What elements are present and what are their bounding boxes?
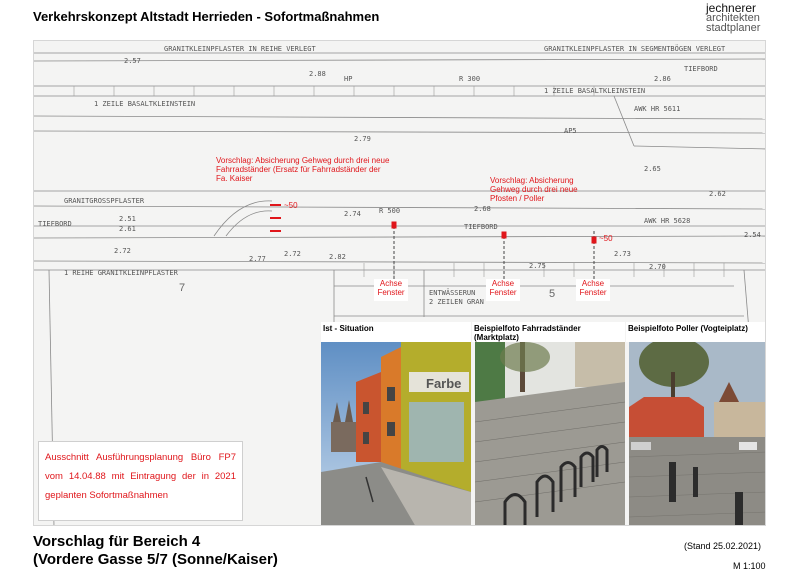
scale-label: M 1:100 <box>733 561 766 571</box>
proposal-bollards-note: Vorschlag: Absicherung Gehweg durch drei neue Pfosten / Poller <box>490 176 578 203</box>
label-granit-reihe: GRANITKLEINPFLASTER IN REIHE VERLEGT <box>164 45 316 53</box>
height-label: 2.73 <box>614 250 631 258</box>
label-ap5: AP5 <box>564 127 577 135</box>
height-label: 2.68 <box>474 205 491 213</box>
section-title <box>33 533 278 569</box>
height-label: 2.79 <box>354 135 371 143</box>
photo-current-situation <box>321 342 471 526</box>
document-title: Verkehrskonzept Altstadt Herrieden - Sofortmaßnahmen <box>33 9 380 24</box>
photo-caption-bike-stands: Beispielfoto Fahrradständer (Marktplatz) <box>472 322 625 342</box>
photo-caption-current: Ist - Situation <box>321 322 471 342</box>
label-num7: 7 <box>179 282 186 294</box>
logo-line-2: architekten <box>706 12 760 24</box>
height-label: 2.77 <box>249 255 266 263</box>
logo-line-1: jechnerer <box>706 1 757 15</box>
label-r300: R 300 <box>459 75 481 83</box>
height-label: 2.70 <box>649 263 666 271</box>
height-label: 2.82 <box>329 253 346 261</box>
height-label: 2.57 <box>124 57 141 65</box>
dimension-right: ~50 <box>599 234 613 243</box>
label-awk2: AWK HR 5628 <box>644 217 691 225</box>
section-title-line-1: Vorschlag für Bereich 4 <box>33 533 201 550</box>
plan-excerpt-note: Ausschnitt Ausführungsplanung Büro FP7 vom 14.04.88 mit Eintragung der in 2021 geplanten Sofortmaßnahmen <box>38 441 243 521</box>
height-label: 2.54 <box>744 231 761 239</box>
label-basalt-1: 1 ZEILE BASALTKLEINSTEIN <box>94 100 196 108</box>
label-r500: R 500 <box>379 207 401 215</box>
height-label: 2.75 <box>529 262 546 270</box>
window-axis-label-2: Achse Fenster <box>486 279 520 301</box>
label-granit-reihe-2: 1 REIHE GRANITKLEINPFLASTER <box>64 269 178 277</box>
height-label: 2.88 <box>309 70 326 78</box>
section-title-line-2: (Vordere Gasse 5/7 (Sonne/Kaiser) <box>33 551 278 568</box>
site-plan <box>33 40 766 526</box>
dimension-left: ~50 <box>284 201 298 210</box>
proposal-bike-stands-note: Vorschlag: Absicherung Gehweg durch drei neue Fahrradständer (Ersatz für Fahrradständer der Fa. Kaiser <box>216 156 390 183</box>
label-basalt-2: 1 ZEILE BASALTKLEINSTEIN <box>544 87 646 95</box>
label-granitgross: GRANITGROSSPFLASTER <box>64 197 145 205</box>
label-tiefbord-1: TIEFBORD <box>38 220 72 228</box>
company-logo <box>706 3 766 33</box>
height-label: 2.65 <box>644 165 661 173</box>
label-tiefbord-2: TIEFBORD <box>464 223 498 231</box>
height-label: 2.86 <box>654 75 671 83</box>
label-tiefbord-3: TIEFBORD <box>684 65 718 73</box>
height-label: 2.72 <box>114 247 131 255</box>
label-zeilen-granit: 2 ZEILEN GRAN <box>429 298 484 306</box>
label-granit-segment: GRANITKLEINPFLASTER IN SEGMENTBÖGEN VERLEGT <box>544 45 726 53</box>
height-label: 2.61 <box>119 225 136 233</box>
status-date: (Stand 25.02.2021) <box>684 541 762 551</box>
label-num5: 5 <box>549 288 556 300</box>
height-label: 2.72 <box>284 250 301 258</box>
label-entwaesserung: ENTWÄSSERUN <box>429 289 476 297</box>
height-label: 2.51 <box>119 215 136 223</box>
height-label: 2.62 <box>709 190 726 198</box>
shop-sign: Farbe <box>426 376 462 391</box>
photo-bike-stands <box>475 342 625 526</box>
label-awk1: AWK HR 5611 <box>634 105 681 113</box>
label-hp: HP <box>344 75 353 83</box>
photo-bollards <box>629 342 766 526</box>
window-axis-label-1: Achse Fenster <box>374 279 408 301</box>
window-axis-label-3: Achse Fenster <box>576 279 610 301</box>
photo-caption-bollards: Beispielfoto Poller (Vogteiplatz) <box>626 322 766 342</box>
height-label: 2.74 <box>344 210 361 218</box>
logo-line-3: stadtplaner <box>706 22 761 34</box>
